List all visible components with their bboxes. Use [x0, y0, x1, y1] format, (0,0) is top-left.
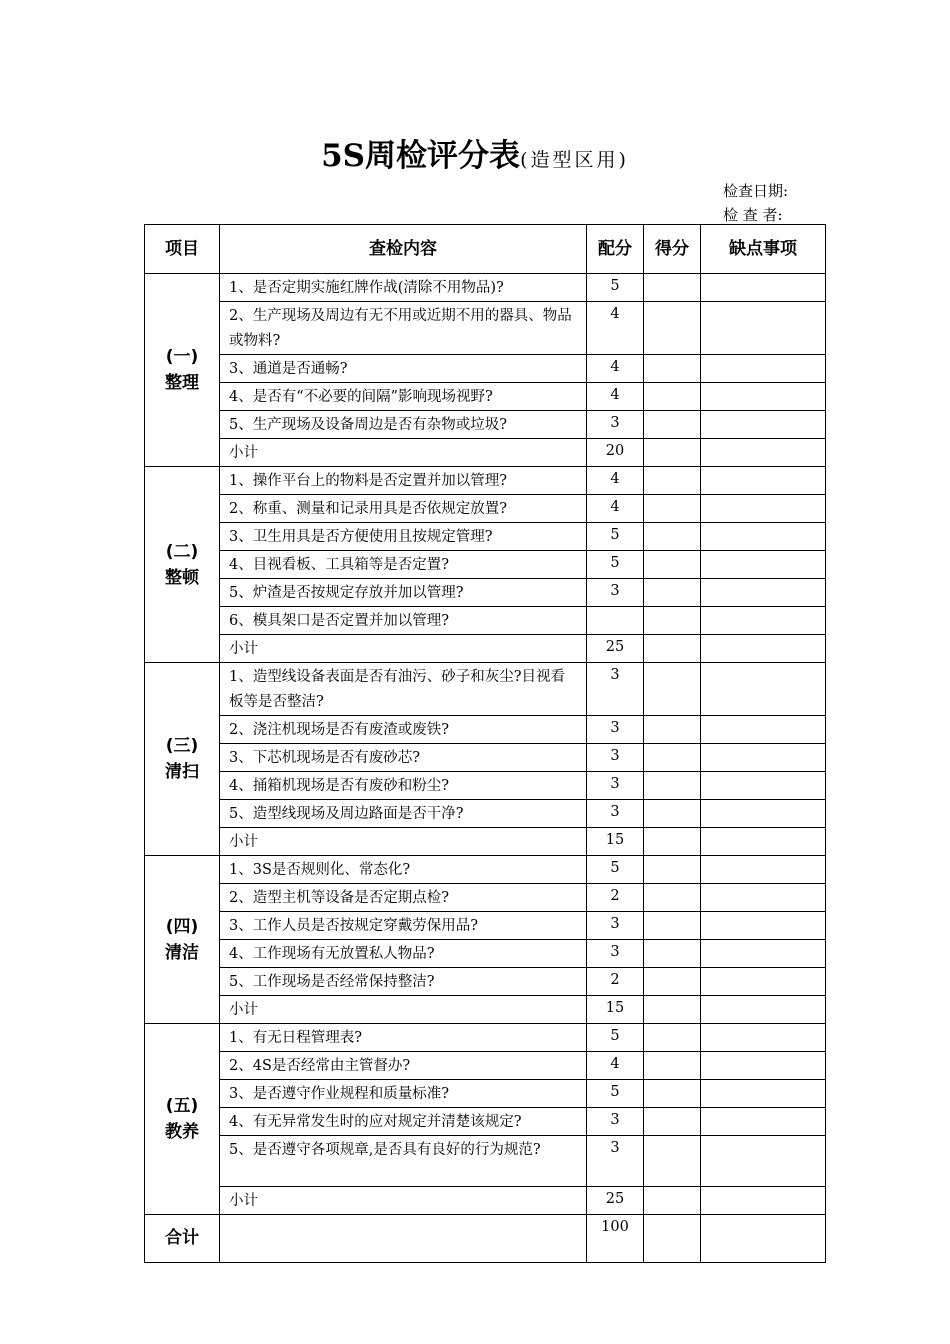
defects-cell[interactable]: [701, 1052, 826, 1080]
check-item-text: 3、工作人员是否按规定穿戴劳保用品?: [220, 912, 587, 940]
table-body: [145, 274, 826, 1263]
table-row: [145, 274, 826, 302]
subtotal-label: 小计: [220, 439, 587, 467]
section-name: [145, 467, 220, 663]
defects-cell[interactable]: [701, 856, 826, 884]
table-row: [145, 411, 826, 439]
score-cell[interactable]: [644, 884, 701, 912]
subtotal-defects-cell[interactable]: [701, 439, 826, 467]
header-defects: 缺点事项: [701, 225, 826, 274]
subtotal-row: [145, 635, 826, 663]
defects-cell[interactable]: [701, 716, 826, 744]
check-item-text: 1、操作平台上的物料是否定置并加以管理?: [220, 467, 587, 495]
subtotal-points: 15: [587, 828, 644, 856]
check-item-text: 3、卫生用具是否方便使用且按规定管理?: [220, 523, 587, 551]
table-row: [145, 856, 826, 884]
check-item-text: 2、造型主机等设备是否定期点检?: [220, 884, 587, 912]
defects-cell[interactable]: [701, 940, 826, 968]
total-score-cell[interactable]: [644, 1215, 701, 1263]
subtotal-score-cell[interactable]: [644, 1187, 701, 1215]
score-cell[interactable]: [644, 1052, 701, 1080]
score-cell[interactable]: [644, 940, 701, 968]
check-item-text: 5、生产现场及设备周边是否有杂物或垃圾?: [220, 411, 587, 439]
table-row: [145, 355, 826, 383]
check-item-text: 4、目视看板、工具箱等是否定置?: [220, 551, 587, 579]
header-content: 查检内容: [220, 225, 587, 274]
total-defects-cell[interactable]: [701, 1215, 826, 1263]
table-row: [145, 912, 826, 940]
score-cell[interactable]: [644, 607, 701, 635]
check-item-text: 4、是否有“不必要的间隔”影响现场视野?: [220, 383, 587, 411]
score-cell[interactable]: [644, 744, 701, 772]
check-item-points: 3: [587, 411, 644, 439]
subtotal-points: 25: [587, 1187, 644, 1215]
check-item-text: 2、生产现场及周边有无不用或近期不用的器具、物品或物料?: [220, 302, 587, 355]
check-item-text: 5、是否遵守各项规章,是否具有良好的行为规范?: [220, 1136, 587, 1187]
score-cell[interactable]: [644, 579, 701, 607]
check-item-points: 3: [587, 716, 644, 744]
defects-cell[interactable]: [701, 1024, 826, 1052]
table-row: [145, 663, 826, 716]
defects-cell[interactable]: [701, 523, 826, 551]
check-item-text: 2、浇注机现场是否有废渣或废铁?: [220, 716, 587, 744]
score-cell[interactable]: [644, 1080, 701, 1108]
check-item-points: 5: [587, 274, 644, 302]
score-cell[interactable]: [644, 1108, 701, 1136]
check-item-points: 4: [587, 383, 644, 411]
defects-cell[interactable]: [701, 551, 826, 579]
score-cell[interactable]: [644, 495, 701, 523]
subtotal-label: 小计: [220, 828, 587, 856]
check-item-text: 4、捅箱机现场是否有废砂和粉尘?: [220, 772, 587, 800]
score-cell[interactable]: [644, 1136, 701, 1187]
subtotal-label: 小计: [220, 996, 587, 1024]
defects-cell[interactable]: [701, 912, 826, 940]
subtotal-points: 20: [587, 439, 644, 467]
check-item-points: 3: [587, 744, 644, 772]
defects-cell[interactable]: [701, 772, 826, 800]
table-row: [145, 523, 826, 551]
check-item-points: 4: [587, 495, 644, 523]
defects-cell[interactable]: [701, 744, 826, 772]
section-number: (四): [165, 916, 199, 937]
defects-cell[interactable]: [701, 355, 826, 383]
section-name: [145, 856, 220, 1024]
section-name: [145, 663, 220, 856]
subtotal-defects-cell[interactable]: [701, 996, 826, 1024]
score-cell[interactable]: [644, 383, 701, 411]
total-content-cell: [220, 1215, 587, 1263]
score-cell[interactable]: [644, 467, 701, 495]
inspector-label: 检 查 者:: [723, 206, 783, 224]
defects-cell[interactable]: [701, 302, 826, 355]
defects-cell[interactable]: [701, 968, 826, 996]
subtotal-points: 25: [587, 635, 644, 663]
title-main: 5S周检评分表: [321, 138, 521, 174]
subtotal-defects-cell[interactable]: [701, 635, 826, 663]
score-cell[interactable]: [644, 968, 701, 996]
total-points: 100: [587, 1215, 644, 1263]
subtotal-score-cell[interactable]: [644, 996, 701, 1024]
section-number: (五): [165, 1096, 199, 1116]
score-cell[interactable]: [644, 523, 701, 551]
table-row: [145, 551, 826, 579]
total-label: 合计: [145, 1215, 220, 1263]
check-item-text: 1、造型线设备表面是否有油污、砂子和灰尘?目视看板等是否整洁?: [220, 663, 587, 716]
subtotal-defects-cell[interactable]: [701, 828, 826, 856]
check-item-text: 1、是否定期实施红牌作战(清除不用物品)?: [220, 274, 587, 302]
score-cell[interactable]: [644, 1024, 701, 1052]
check-item-points: 2: [587, 968, 644, 996]
score-cell[interactable]: [644, 912, 701, 940]
score-cell[interactable]: [644, 355, 701, 383]
subtotal-score-cell[interactable]: [644, 635, 701, 663]
check-item-points: 5: [587, 856, 644, 884]
check-item-text: 5、炉渣是否按规定存放并加以管理?: [220, 579, 587, 607]
section-title: 教养: [165, 1122, 199, 1142]
check-item-points: 3: [587, 772, 644, 800]
table-row: [145, 1136, 826, 1187]
table-row: [145, 744, 826, 772]
score-cell[interactable]: [644, 716, 701, 744]
defects-cell[interactable]: [701, 663, 826, 716]
check-item-points: 4: [587, 467, 644, 495]
subtotal-defects-cell[interactable]: [701, 1187, 826, 1215]
check-item-text: 1、有无日程管理表?: [220, 1024, 587, 1052]
table-row: [145, 716, 826, 744]
check-item-points: 3: [587, 579, 644, 607]
subtotal-score-cell[interactable]: [644, 439, 701, 467]
defects-cell[interactable]: [701, 495, 826, 523]
check-item-text: 4、有无异常发生时的应对规定并清楚该规定?: [220, 1108, 587, 1136]
defects-cell[interactable]: [701, 579, 826, 607]
subtotal-row: [145, 439, 826, 467]
section-title: 清扫: [165, 762, 199, 782]
check-item-points: [587, 607, 644, 635]
table-row: [145, 884, 826, 912]
header-score: 得分: [644, 225, 701, 274]
check-item-points: 4: [587, 355, 644, 383]
subtotal-label: 小计: [220, 1187, 587, 1215]
check-item-points: 4: [587, 302, 644, 355]
score-cell[interactable]: [644, 274, 701, 302]
defects-cell[interactable]: [701, 274, 826, 302]
subtotal-row: [145, 996, 826, 1024]
section-name: [145, 1024, 220, 1215]
check-item-points: 5: [587, 523, 644, 551]
check-item-points: 5: [587, 1080, 644, 1108]
table-row: [145, 495, 826, 523]
score-cell[interactable]: [644, 856, 701, 884]
subtotal-label: 小计: [220, 635, 587, 663]
section-title: 整理: [165, 373, 199, 393]
table-row: [145, 1108, 826, 1136]
check-item-text: 3、下芯机现场是否有废砂芯?: [220, 744, 587, 772]
defects-cell[interactable]: [701, 383, 826, 411]
table-row: [145, 383, 826, 411]
score-cell[interactable]: [644, 800, 701, 828]
check-item-text: 1、3S是否规则化、常态化?: [220, 856, 587, 884]
total-row: [145, 1215, 826, 1263]
score-cell[interactable]: [644, 411, 701, 439]
check-item-text: 5、工作现场是否经常保持整洁?: [220, 968, 587, 996]
table-row: [145, 968, 826, 996]
table-row: [145, 579, 826, 607]
table-row: [145, 800, 826, 828]
defects-cell[interactable]: [701, 1108, 826, 1136]
subtotal-row: [145, 1187, 826, 1215]
defects-cell[interactable]: [701, 1080, 826, 1108]
check-item-points: 3: [587, 1108, 644, 1136]
section-number: (二): [165, 541, 199, 562]
table-row: [145, 607, 826, 635]
table-row: [145, 302, 826, 355]
check-item-text: 5、造型线现场及周边路面是否干净?: [220, 800, 587, 828]
header-points: 配分: [587, 225, 644, 274]
check-item-points: 4: [587, 1052, 644, 1080]
subtotal-points: 15: [587, 996, 644, 1024]
defects-cell[interactable]: [701, 467, 826, 495]
title-subtitle: (造型区用): [520, 149, 629, 171]
header-item: 项目: [145, 225, 220, 274]
score-cell[interactable]: [644, 772, 701, 800]
table-row: [145, 467, 826, 495]
table-row: [145, 1080, 826, 1108]
section-title: 整顿: [165, 567, 199, 588]
defects-cell[interactable]: [701, 884, 826, 912]
check-item-points: 2: [587, 884, 644, 912]
check-item-points: 3: [587, 940, 644, 968]
defects-cell[interactable]: [701, 1136, 826, 1187]
check-item-text: 2、4S是否经常由主管督办?: [220, 1052, 587, 1080]
check-item-text: 3、通道是否通畅?: [220, 355, 587, 383]
inspection-date-label: 检查日期:: [723, 182, 789, 200]
defects-cell[interactable]: [701, 607, 826, 635]
subtotal-row: [145, 828, 826, 856]
table-row: [145, 772, 826, 800]
score-cell[interactable]: [644, 302, 701, 355]
table-row: [145, 940, 826, 968]
score-cell[interactable]: [644, 663, 701, 716]
check-item-points: 3: [587, 800, 644, 828]
defects-cell[interactable]: [701, 411, 826, 439]
table-row: [145, 1052, 826, 1080]
check-item-points: 3: [587, 1136, 644, 1187]
subtotal-score-cell[interactable]: [644, 828, 701, 856]
page-title: [0, 130, 950, 175]
check-item-points: 5: [587, 1024, 644, 1052]
table-row: [145, 1024, 826, 1052]
check-item-text: 4、工作现场有无放置私人物品?: [220, 940, 587, 968]
section-title: 清洁: [165, 942, 199, 963]
section-number: (一): [165, 347, 199, 367]
score-cell[interactable]: [644, 551, 701, 579]
check-item-points: 3: [587, 912, 644, 940]
check-item-text: 3、是否遵守作业规程和质量标准?: [220, 1080, 587, 1108]
score-table: [144, 224, 826, 1263]
check-item-points: 5: [587, 551, 644, 579]
section-name: [145, 274, 220, 467]
check-item-text: 2、称重、测量和记录用具是否依规定放置?: [220, 495, 587, 523]
check-item-text: 6、模具架口是否定置并加以管理?: [220, 607, 587, 635]
check-item-points: 3: [587, 663, 644, 716]
section-number: (三): [165, 736, 199, 756]
defects-cell[interactable]: [701, 800, 826, 828]
